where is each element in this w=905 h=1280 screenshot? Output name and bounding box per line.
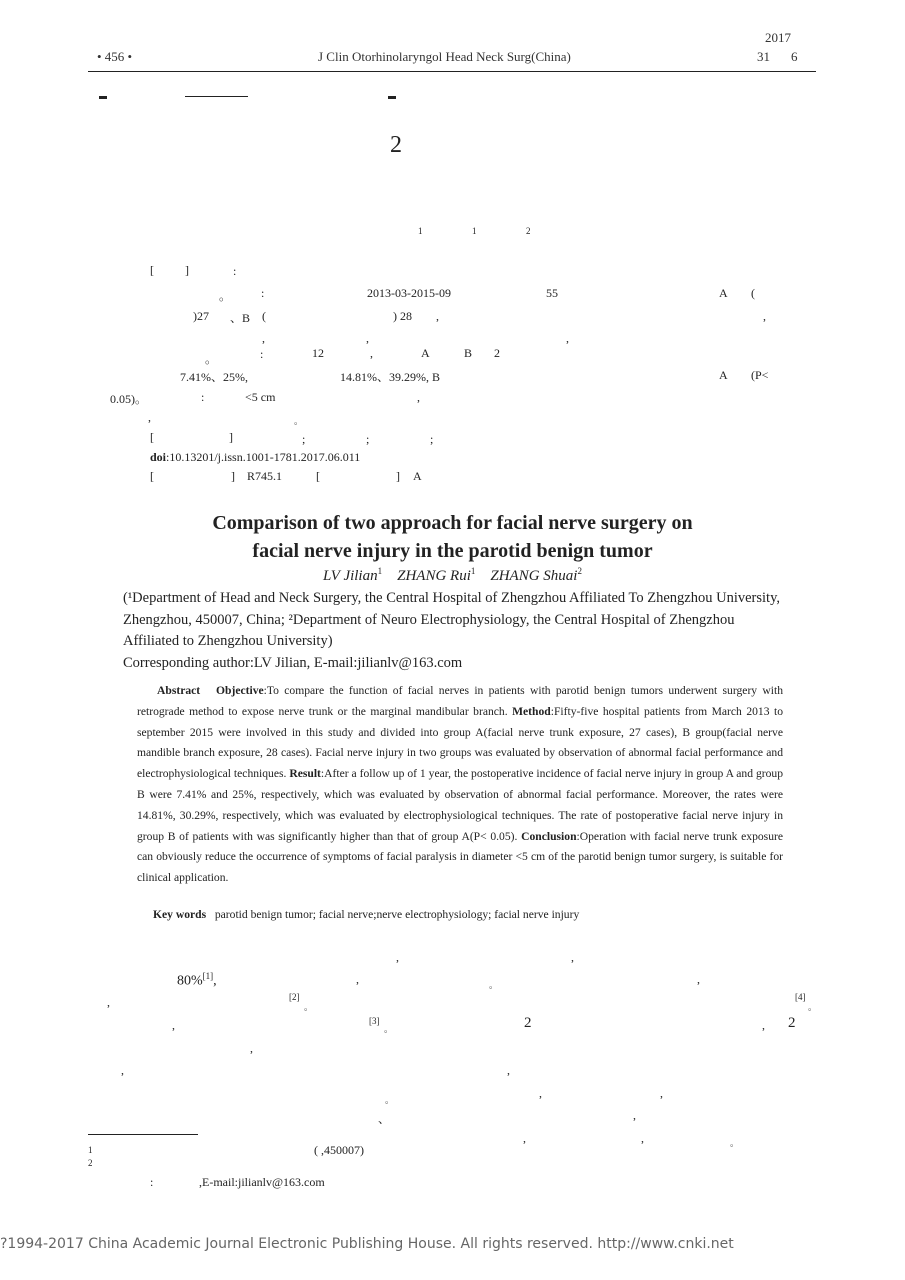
section-marker-left <box>99 96 107 99</box>
journal-issue: 6 <box>791 49 798 64</box>
cn-size: <5 cm <box>245 390 276 404</box>
footnote-rule <box>88 1134 198 1135</box>
body-period: 。 <box>385 1095 395 1105</box>
body-comma: , <box>250 1041 253 1055</box>
cn-comma: , <box>436 309 439 323</box>
body-comma: , <box>507 1063 510 1077</box>
footnote-mark-1: 1 <box>88 1145 93 1155</box>
body-comma: , <box>107 995 110 1009</box>
cn-period: 。 <box>205 352 218 366</box>
cn-comma: , <box>148 410 151 424</box>
cn-colon: : <box>260 347 264 361</box>
author-2-mark: 1 <box>470 566 476 576</box>
cn-paren: ( <box>751 286 755 300</box>
cn-keywords-bracket: [ ] <box>150 430 269 444</box>
body-comma: , <box>523 1131 526 1145</box>
author-2: ZHANG Rui <box>397 568 471 584</box>
cn-two: 2 <box>494 346 500 360</box>
title-cn-number: 2 <box>390 132 402 158</box>
english-title-line-1: Comparison of two approach for facial nerve surgery on <box>212 512 693 534</box>
cn-comma: , <box>366 331 369 345</box>
code-bracket-open: [ <box>316 469 320 483</box>
body-period: 。 <box>384 1024 394 1034</box>
cn-months: 12 <box>312 346 324 360</box>
cn-colon: : <box>261 286 265 300</box>
body-comma: , <box>172 1018 175 1032</box>
conclusion-label: Conclusion <box>521 829 577 843</box>
body-comma: , <box>396 950 399 964</box>
body-percent <box>177 971 217 990</box>
body-comma: , <box>213 973 217 989</box>
abstract-label: Abstract <box>157 684 201 697</box>
footnote-mark-2: 2 <box>88 1158 93 1168</box>
cn-a: A <box>421 346 430 360</box>
doi <box>150 450 360 465</box>
document-code: A <box>413 469 422 483</box>
result-text: :After a follow up of 1 year, the postoperative incidence of facial nerve injury in group A and group B were 7.41% and 25%, respectively, which was evaluated by observation of abnormal facial performance. Moreover, the rates were 14.81%, 30.29%, respectively, which was evaluated by electrophysiological techniques. The rate of postoperative facial nerve injury in group B of patients with was significantly higher than that of group A(P< 0.05). <box>137 767 783 843</box>
cn-abstract-bracket: [ ] <box>150 263 203 277</box>
body-comma: , <box>762 1018 765 1032</box>
body-period: 。 <box>730 1138 740 1148</box>
author-mark-3: 2 <box>526 226 531 236</box>
cn-comma: , <box>763 309 766 323</box>
clc-bracket-open: [ <box>150 469 154 483</box>
author-3-mark: 2 <box>577 566 582 576</box>
author-1: LV Jilian <box>323 568 378 584</box>
body-two: 2 <box>524 1015 532 1031</box>
footnote-email: ,E-mail:jilianlv@163.com <box>199 1175 325 1189</box>
cn-p-open: (P< <box>751 368 769 382</box>
doi-label: doi <box>150 450 167 464</box>
cn-b: B <box>464 346 473 360</box>
body-ref-3: [3] <box>369 1016 380 1026</box>
cn-comma: , <box>262 331 265 345</box>
conclusion-text: :Operation with facial nerve trunk exposure can obviously reduce the occurrence of symptoms of facial paralysis in diameter <5 cm of the parotid benign tumor surgery, is suitable for clinical application. <box>137 829 783 885</box>
cn-kw-sep: ; <box>302 432 306 446</box>
body-comma: , <box>571 950 574 964</box>
header-rule <box>88 71 816 72</box>
author-mark-1: 1 <box>418 226 423 236</box>
author-3: ZHANG Shuai <box>490 568 578 584</box>
cn-dates: 2013-03-2015-09 <box>367 286 451 300</box>
cn-period: 。 <box>294 416 304 426</box>
cn-period: 。 <box>219 289 232 303</box>
cn-n28: ) 28 <box>393 309 412 323</box>
cn-comma: , <box>566 331 569 345</box>
author-mark-2: 1 <box>472 226 477 236</box>
body-comma: , <box>539 1086 542 1100</box>
cn-a: A <box>719 368 728 382</box>
section-marker-line <box>185 96 248 97</box>
cn-comma: , <box>417 390 420 404</box>
method-text: :Fifty-five hospital patients from March 2013 to september 2015 were involved in this study and divided into group A(facial nerve trunk exposure, 27 cases), B group(facial nerve mandible branch exposure, 28 cases). Facial nerve injury in two groups was evaluated by observation of abnormal facial performance and electrophysiological techniques. <box>137 704 783 781</box>
cn-n27: )27 <box>193 309 209 323</box>
body-dun: 、 <box>378 1112 391 1126</box>
cn-colon: : <box>233 264 237 278</box>
journal-name: J Clin Otorhinolaryngol Head Neck Surg(China) <box>318 49 571 64</box>
cn-pct-b: 14.81%、39.29%, B <box>340 370 440 384</box>
body-period: 。 <box>489 980 499 990</box>
english-keywords <box>153 908 579 921</box>
cn-p-val: 0.05)。 <box>110 392 147 406</box>
affiliation: (¹Department of Head and Neck Surgery, the Central Hospital of Zhengzhou Affiliated To Zhengzhou University, Zhengzhou, 450007, China; ²Department of Neuro Electrophysiology, the Central Hospital of Zhengzhou Affiliated to Zhengzhou University) <box>123 590 780 649</box>
body-comma: , <box>633 1108 636 1122</box>
clc-number: R745.1 <box>247 469 283 483</box>
objective-label: Objective <box>216 684 264 697</box>
english-abstract <box>137 681 783 889</box>
body-period: 。 <box>304 1002 314 1012</box>
footnote-colon: : <box>150 1175 154 1189</box>
cn-kw-sep: ; <box>366 432 370 446</box>
method-label: Method <box>512 704 551 718</box>
author-1-mark: 1 <box>377 566 383 576</box>
cn-colon: : <box>201 390 205 404</box>
cn-pct-a: 7.41%、25%, <box>180 370 248 384</box>
code-bracket-close: ] <box>396 469 400 483</box>
corresponding-author: Corresponding author:LV Jilian, E-mail:jilianlv@163.com <box>123 655 463 671</box>
body-comma: , <box>697 972 700 986</box>
cn-cases: 55 <box>546 286 558 300</box>
body-ref-4: [4] <box>795 992 806 1002</box>
cn-comma: , <box>370 346 373 360</box>
english-title-line-2: facial nerve injury in the parotid benign tumor <box>252 540 653 562</box>
cn-group-b: 、B <box>230 311 251 325</box>
keywords-label: Key words <box>153 908 207 921</box>
body-80-percent: 80% <box>177 973 203 989</box>
cn-group-a: A <box>719 286 728 300</box>
page-number: • 456 • <box>97 49 133 64</box>
body-period: 。 <box>808 1002 818 1012</box>
author-list <box>0 566 905 585</box>
copyright-footer: ?1994-2017 China Academic Journal Electronic Publishing House. All rights reserved. http://www.cnki.net <box>0 1236 734 1252</box>
doi-value: :10.13201/j.issn.1001-1781.2017.06.011 <box>166 450 361 464</box>
result-label: Result <box>289 767 321 781</box>
clc-bracket-close: ] <box>231 469 235 483</box>
body-ref-2: [2] <box>289 992 300 1002</box>
body-two: 2 <box>788 1015 796 1031</box>
body-comma: , <box>641 1131 644 1145</box>
cn-kw-sep: ; <box>430 432 434 446</box>
body-ref-1: [1] <box>202 971 214 981</box>
objective-text: :To compare the function of facial nerves in patients with parotid benign tumors underwent surgery with retrograde method to expose nerve trunk or the marginal mandibular branch. <box>137 684 783 718</box>
body-comma: , <box>356 972 359 986</box>
section-marker-right <box>388 96 396 99</box>
journal-volume: 31 <box>757 49 770 64</box>
journal-year: 2017 <box>765 30 791 45</box>
keywords-text: parotid benign tumor; facial nerve;nerve electrophysiology; facial nerve injury <box>214 908 580 921</box>
body-comma: , <box>660 1086 663 1100</box>
footnote-postcode: ( ,450007) <box>314 1143 364 1157</box>
cn-paren: ( <box>262 309 266 323</box>
body-comma: , <box>121 1063 124 1077</box>
